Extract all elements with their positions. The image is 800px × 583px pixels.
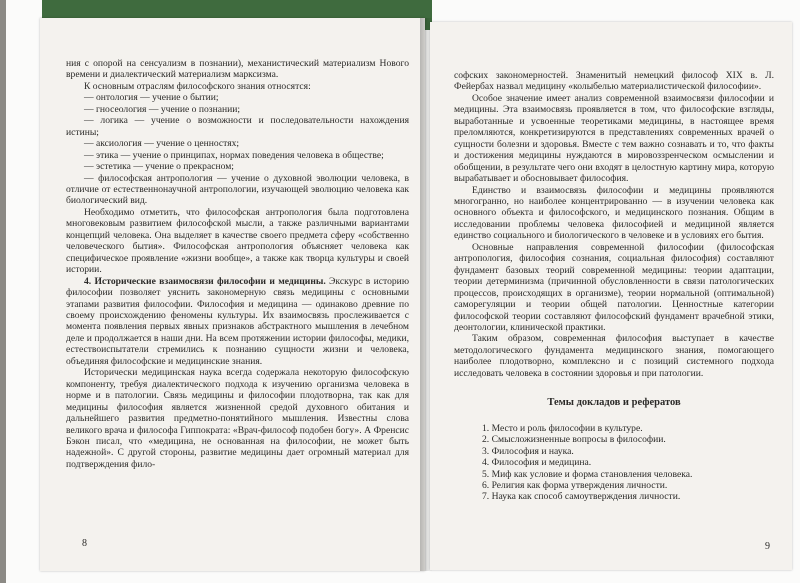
list-item: — логика — учение о возможности и последовательности нахождения истины;: [66, 115, 409, 138]
list-item: — гносеология — учение о познании;: [84, 103, 241, 115]
paragraph: Таким образом, современная философия выступает в качестве методологического фундамента медицинского знания, помогающего наиболее плодотворно, комплексно и с позиций системного подхода исследовать человека в состоянии здоровья и при патологии.: [454, 333, 774, 379]
list-item: — эстетика — учение о прекрасном;: [84, 161, 234, 173]
page-number: 9: [765, 541, 770, 552]
topic-item: 2. Смысложизненные вопросы в философии.: [482, 434, 666, 446]
paragraph: ния с опорой на сенсуализм в познании), механистический материализм Нового времени и диалектический материализм марксизма.: [66, 58, 409, 81]
topics-list: [454, 423, 774, 503]
topic-item: 7. Наука как способ самоутверждения личности.: [482, 491, 681, 503]
section-heading: 4. Исторические взаимосвязи философии и медицины.: [84, 275, 326, 287]
topic-item: 1. Место и роль философии в культуре.: [482, 422, 643, 434]
paragraph: К основным отраслям философского знания относятся:: [84, 80, 311, 92]
right-page: [430, 22, 792, 570]
paragraph: Необходимо отметить, что философская антропология была подготовлена многовековым развитием философской мысли, а также различными вариантами концепций человека. Она выделяет в качестве своего предмета сферу «собственно человеческого бытия». Философская антропология объясняет человека как специфическое проявление «жизни вообще», а также как творца культуры и своей истории.: [66, 206, 409, 276]
paragraph: Единство и взаимосвязь философии и медицины проявляются многогранно, но наиболее концентрированно — в изучении человека как основного объекта и философского, и медицинского познания. Общим в исследовании проблемы человека философией и медициной является единство социального и биологического в человеке и в условиях его бытия.: [454, 184, 774, 242]
topic-item: 4. Философия и медицина.: [482, 457, 592, 469]
right-page-text: [454, 70, 774, 503]
topics-heading: Темы докладов и рефератов: [547, 397, 681, 409]
book-spine: [0, 0, 6, 583]
list-item: — этика — учение о принципах, нормах поведения человека в обществе;: [84, 149, 384, 161]
section-paragraph: [66, 276, 409, 368]
topic-item: 5. Миф как условие и форма становления человека.: [482, 468, 693, 480]
topic-item: 6. Религия как форма утверждения личности.: [482, 479, 668, 491]
page-number: 8: [82, 538, 87, 549]
paragraph: софских закономерностей. Знаменитый немецкий философ XIX в. Л. Фейербах назвал медицину «колыбелью материалистической философии».: [454, 70, 774, 93]
paragraph: Основные направления современной философии (философская антропология, философия сознания, социальная философия) составляют фундамент базовых теорий современной медицины: теории адаптации, теории детерминизма (причинной обусловленности в связи патологических процессов, происходящих в организме), теории нормальной (оптимальной) саморегуляции и теории общей патологии. Ценностные категории философской теории составляют философский фундамент врачебной этики, деонтологии, клинической практики.: [454, 241, 774, 333]
paragraph: Особое значение имеет анализ современной взаимосвязи философии и медицины. Эта взаимосвязь проявляется в том, что философские взгляды, выработанные и усвоенные теоретиками медицины, в настоящее время преломляются, конкретизируются в представлениях современных врачей о сущности болезни и здоровья. Вместе с тем важно сознавать и то, что факты и достижения медицины нуждаются в мировоззренческом осмыслении и обобщении, в результате чего они входят в целостную картину мира, которую вырабатывает и обосновывает философия.: [454, 92, 774, 185]
list-item: — аксиология — учение о ценностях;: [84, 138, 240, 150]
left-page: [40, 18, 425, 571]
list-item: — философская антропология — учение о духовной эволюции человека, в отличие от естественнонаучной антропологии, изучающей эволюцию человека как биологический вид.: [66, 172, 409, 207]
section-text: Экскурс в историю философии позволяет уяснить закономерную связь медицины с основными этапами развития философии. Философия и медицина — одинаково древние по своему происхождению феномены культуры. Их взаимосвязь прослеживается с момента появления первых явных признаков абстрактного мышления в лечебном деле и продолжается в наши дни. На всем протяжении истории философы, медики, естествоиспытатели стремились к познанию сущности жизни и человека, объединяя философские и медицинские знания.: [66, 275, 409, 367]
left-page-text: [66, 58, 409, 470]
list-item: — онтология — учение о бытии;: [84, 92, 219, 104]
topic-item: 3. Философия и наука.: [482, 445, 574, 457]
paragraph: Исторически медицинская наука всегда содержала некоторую философскую компоненту, требуя диалектического подхода к изучению организма человека в норме и в патологии. Связь медицины и философии плодотворна, так как для медицины философия является жизненной средой духовного обитания и дальнейшего развития предметно-понятийного мышления. Известны слова великого врача и философа Гиппократа: «Врач-философ подобен богу». А Френсис Бэкон писал, что «медицина, не основанная на философии, не может быть надежной». С другой стороны, развитие медицины дает огромный материал для подтверждения фило-: [66, 367, 409, 470]
